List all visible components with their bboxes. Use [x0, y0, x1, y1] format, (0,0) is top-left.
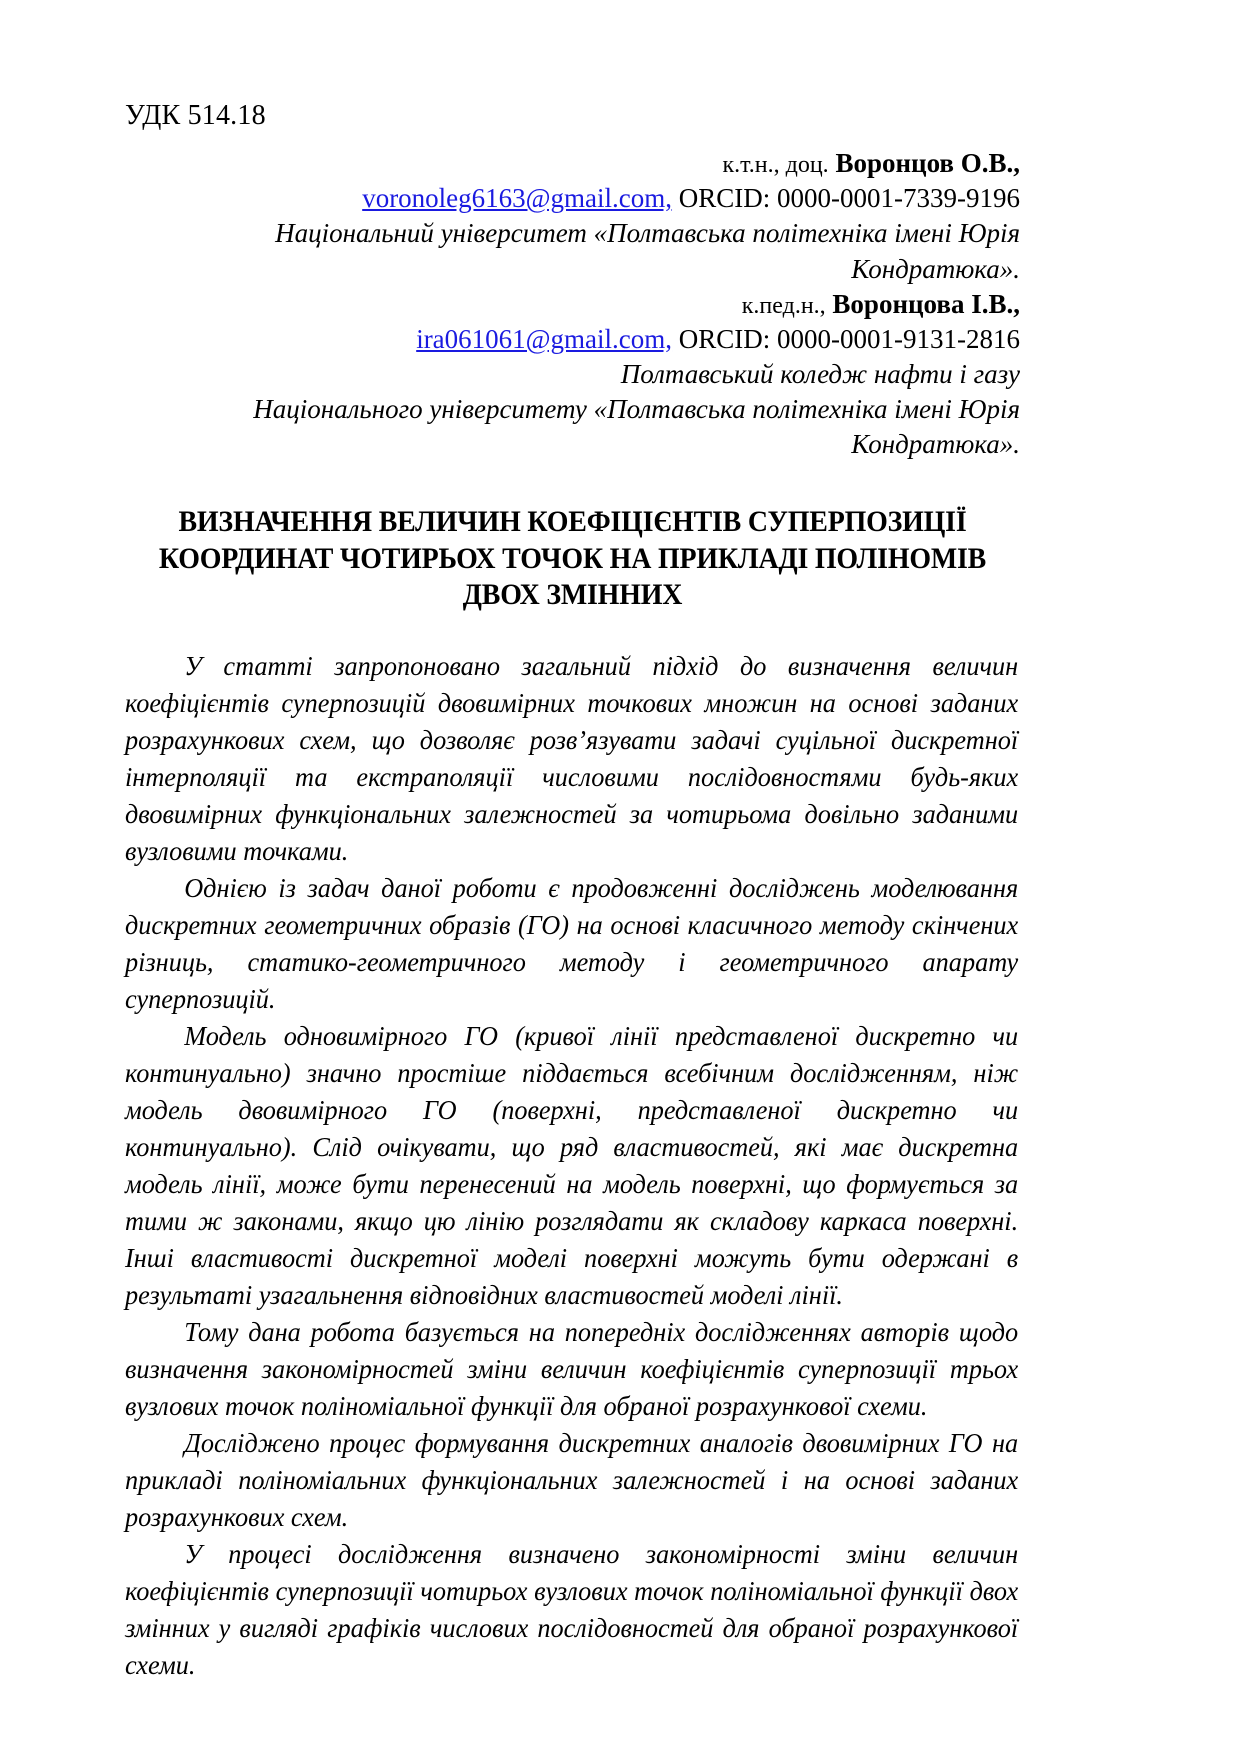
abstract-paragraph: Однією із задач даної роботи є продовженні досліджень моделювання дискретних геометричних образів (ГО) на основі класичного методу скінчених різниць, статико-геометричного методу і геометричного апарату суперпозицій.	[125, 871, 1019, 1014]
author-1-affiliation	[125, 216, 1020, 286]
abstract-body	[125, 648, 1020, 1684]
page-title	[156, 504, 988, 614]
author-2-name: Воронцова І.В.,	[832, 288, 1020, 319]
abstract-paragraph: У статті запропоновано загальний підхід до визначення величин коефіцієнтів суперпозицій двовимірних точкових множин на основі заданих розрахункових схем, що дозволяє розв’язувати задачі суцільної дискретної інтерполяції та екстраполяції числовими послідовностями будь-яких двовимірних функціональних залежностей за чотирьома довільно заданими вузловими точками.	[125, 650, 1019, 866]
author-1-email-link[interactable]: voronoleg6163@gmail.com,	[362, 183, 673, 214]
author-block-2	[125, 287, 1020, 357]
title-line-3: ДВОХ ЗМІННИХ	[462, 578, 683, 612]
abstract-paragraph: Досліджено процес формування дискретних аналогів двовимірних ГО на прикладі поліноміальних функціональних залежностей і на основі заданих розрахункових схем.	[125, 1426, 1019, 1532]
author-2-contact-line	[125, 322, 1020, 357]
page-content	[125, 100, 1020, 1684]
affiliation-1-line-1: Національний університет «Полтавська політехніка імені Юрія	[275, 218, 1020, 249]
abstract-paragraph: Тому дана робота базується на попередніх дослідженнях авторів щодо визначення закономірностей зміни величин коефіцієнтів суперпозиції трьох вузлових точок поліноміальної функції для обраної розрахункової схеми.	[125, 1315, 1019, 1421]
affiliation-2-line-2: Національного університету «Полтавська політехніка імені Юрія	[253, 394, 1020, 425]
title-line-2: КООРДИНАТ ЧОТИРЬОХ ТОЧОК НА ПРИКЛАДІ ПОЛІНОМІВ	[158, 541, 987, 575]
author-1-orcid: ORCID: 0000-0001-7339-9196	[678, 183, 1020, 214]
abstract-paragraph: Модель одновимірного ГО (кривої лінії представленої дискретно чи континуально) значно простіше піддається всебічним дослідженням, ніж модель двовимірного ГО (поверхні, представленої дискретно чи континуально). Слід очікувати, що ряд властивостей, які має дискретна модель лінії, може бути перенесений на модель поверхні, що формується за тими ж законами, якщо цю лінію розглядати як складову каркаса поверхні. Інші властивості дискретної моделі поверхні можуть бути одержані в результаті узагальнення відповідних властивостей моделі лінії.	[125, 1019, 1019, 1310]
affiliation-2-line-3: Кондратюка».	[851, 429, 1020, 460]
title-line-1: ВИЗНАЧЕННЯ ВЕЛИЧИН КОЕФІЦІЄНТІВ СУПЕРПОЗИЦІЇ	[178, 505, 967, 539]
affiliation-2-line-1: Полтавський коледж нафти і газу	[620, 358, 1020, 389]
author-2-email-link[interactable]: ira061061@gmail.com,	[416, 323, 673, 354]
udc-code: УДК 514.18	[125, 100, 266, 131]
author-2-credit-line	[125, 287, 1020, 322]
affiliation-1-line-2: Кондратюка».	[851, 253, 1020, 284]
author-2-degree: к.пед.н.,	[741, 292, 826, 319]
author-1-credit-line	[125, 146, 1020, 181]
author-2-orcid: ORCID: 0000-0001-9131-2816	[678, 323, 1020, 354]
author-1-degree: к.т.н., доц.	[722, 152, 829, 179]
abstract-paragraph: У процесі дослідження визначено закономірності зміни величин коефіцієнтів суперпозиції чотирьох вузлових точок поліноміальної функції двох змінних у вигляді графіків числових послідовностей для обраної розрахункової схеми.	[125, 1537, 1019, 1680]
author-1-name: Воронцов О.В.,	[835, 148, 1020, 179]
author-2-affiliation	[125, 357, 1020, 462]
author-1-contact-line	[125, 181, 1020, 216]
author-block-1	[125, 146, 1020, 216]
